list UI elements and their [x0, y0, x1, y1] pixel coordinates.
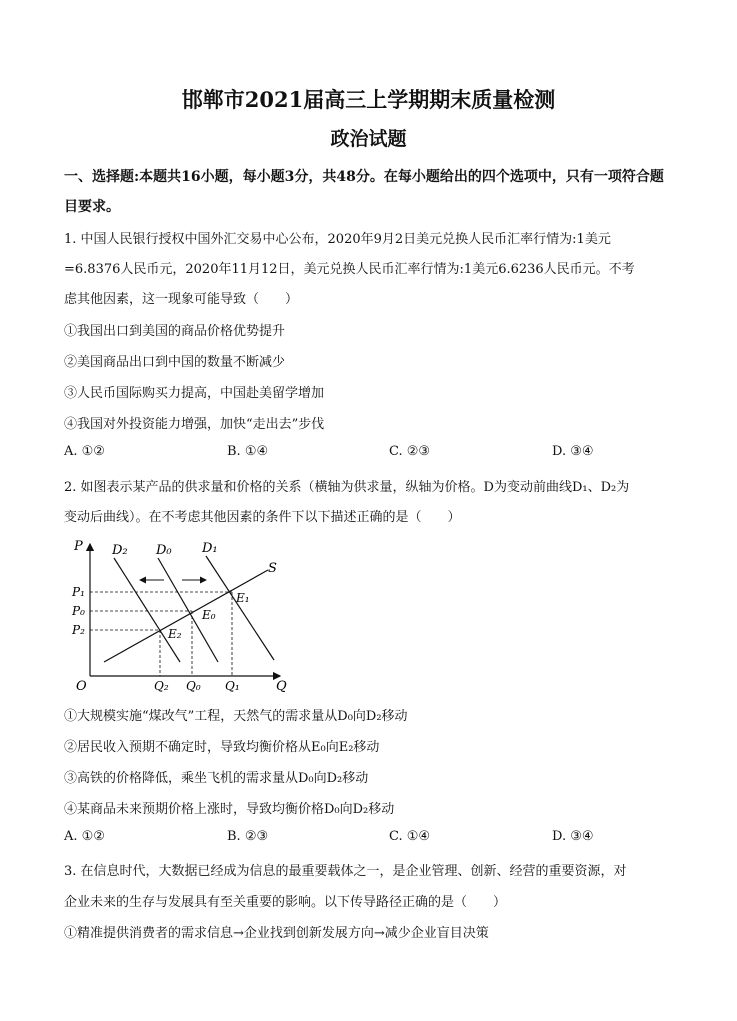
supply-curve — [104, 570, 268, 662]
q1-item-3: ③人民币国际购买力提高，中国赴美留学增加 — [64, 386, 325, 401]
section-heading: 一、选择题:本题共16小题，每小题3分，共48分。在每小题给出的四个选项中，只有一项符合题 — [64, 169, 664, 185]
e1-label: E₁ — [236, 591, 250, 605]
q2-item-1: ①大规模实施“煤改气”工程，天然气的需求量从D₀向D₂移动 — [64, 709, 408, 724]
q2-option-b: B. ②③ — [227, 829, 269, 844]
q1-stem-line1: 1. 中国人民银行授权中国外汇交易中心公布，2020年9月2日美元兑换人民币汇率行情为:1美元 — [64, 232, 611, 247]
supply-label: S — [268, 561, 277, 576]
e0-label: E₀ — [202, 608, 216, 622]
q1-stem-line3: 虑其他因素，这一现象可能导致（ ） — [64, 292, 299, 307]
q2-option-a: A. ①② — [64, 829, 105, 844]
q0-label: Q₀ — [186, 679, 201, 693]
q2-item-3: ③高铁的价格降低，乘坐飞机的需求量从D₀向D₂移动 — [64, 771, 369, 786]
axis-label-q: Q — [276, 679, 287, 694]
p1-label: P₁ — [72, 585, 85, 599]
d2-label: D₂ — [112, 543, 128, 558]
q2-stem-line1: 2. 如图表示某产品的供求量和价格的关系（横轴为供求量，纵轴为价格。D为变动前曲线D₁、D₂为 — [64, 480, 630, 495]
demand-curve-d2 — [114, 558, 180, 662]
q1-option-a: A. ①② — [64, 444, 105, 459]
e2-label: E₂ — [168, 627, 182, 641]
q2-stem-line2: 变动后曲线）。在不考虑其他因素的条件下以下描述正确的是（ ） — [64, 510, 461, 525]
origin-label: O — [76, 679, 87, 694]
q3-item-1: ①精准提供消费者的需求信息→企业找到创新发展方向→减少企业盲目决策 — [64, 926, 489, 941]
q2-item-2: ②居民收入预期不确定时，导致均衡价格从E₀向E₂移动 — [64, 740, 380, 755]
supply-demand-graph — [64, 532, 304, 694]
axis-label-p: P — [74, 539, 83, 554]
d1-label: D₁ — [202, 541, 218, 556]
demand-curve-d1 — [206, 556, 274, 660]
q1-item-4: ④我国对外投资能力增强，加快“走出去”步伐 — [64, 417, 325, 432]
q2-option-d: D. ③④ — [552, 829, 594, 844]
page-subtitle: 政治试题 — [330, 128, 407, 150]
q2-option-c: C. ①④ — [389, 829, 431, 844]
q1-option-c: C. ②③ — [389, 444, 431, 459]
q1-label: Q₁ — [225, 679, 240, 693]
q2-label: Q₂ — [154, 679, 169, 693]
section-heading-cont: 目要求。 — [64, 199, 120, 215]
page-title: 邯郸市2021届高三上学期期末质量检测 — [181, 87, 556, 112]
q1-stem-line2: =6.8376人民币元，2020年11月12日，美元兑换人民币汇率行情为:1美元6.6236人民币元。不考 — [64, 262, 635, 277]
q1-item-2: ②美国商品出口到中国的数量不断减少 — [64, 355, 286, 370]
p0-label: P₀ — [72, 604, 85, 618]
q1-option-b: B. ①④ — [227, 444, 269, 459]
q1-item-1: ①我国出口到美国的商品价格优势提升 — [64, 324, 286, 339]
q3-stem-line2: 企业未来的生存与发展具有至关重要的影响。以下传导路径正确的是（ ） — [64, 895, 507, 910]
q2-item-4: ④某商品未来预期价格上涨时，导致均衡价格D₀向D₂移动 — [64, 802, 395, 817]
q1-option-d: D. ③④ — [552, 444, 594, 459]
q3-stem-line1: 3. 在信息时代，大数据已经成为信息的最重要载体之一，是企业管理、创新、经营的重要资源，对 — [64, 864, 627, 879]
d0-label: D₀ — [156, 543, 172, 558]
p2-label: P₂ — [72, 623, 85, 637]
